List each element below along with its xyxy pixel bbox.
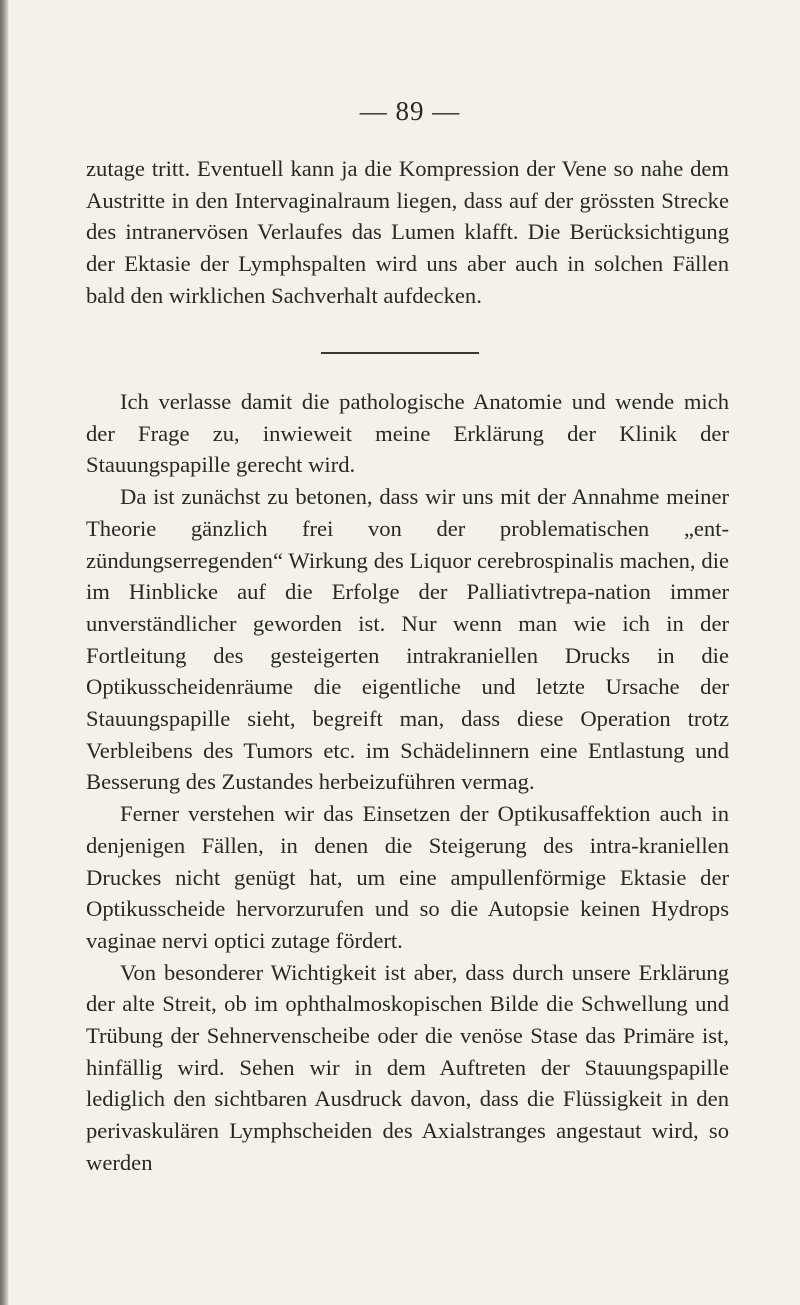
paragraph-continuation: zutage tritt. Eventuell kann ja die Kompression der Vene so nahe dem Austritte in den Intervaginalraum liegen, dass auf der grössten Strecke des intranervösen Verlaufes das Lumen klafft. Die Berücksichtigung der Ektasie der Lymphspalten wird uns aber auch in solchen Fällen bald den wirklichen Sachverhalt aufdecken. <box>86 156 729 308</box>
text-block-top <box>86 153 729 312</box>
text-block-main <box>86 386 729 1179</box>
paragraph-2: Da ist zunächst zu betonen, dass wir uns mit der Annahme meiner Theorie gänzlich frei von der problematischen „ent-zündungserregenden“ Wirkung des Liquor cerebrospinalis machen, die im Hinblicke auf die Erfolge der Palliativtrepa-nation immer unverständlicher geworden ist. Nur wenn man wie ich in der Fortleitung des gesteigerten intrakraniellen Drucks in die Optikusscheidenräume die eigentliche und letzte Ursache der Stauungspapille sieht, begreift man, dass diese Operation trotz Verbleibens des Tumors etc. im Schädelinnern eine Entlastung und Besserung des Zustandes herbeizuführen vermag. <box>86 484 729 795</box>
book-binding-edge <box>0 0 9 1305</box>
paragraph-4: Von besonderer Wichtigkeit ist aber, dass durch unsere Erklärung der alte Streit, ob im ophthalmoskopischen Bilde die Schwellung und Trübung der Sehnervenscheibe oder die venöse Stase das Primäre ist, hinfällig wird. Sehen wir in dem Auftreten der Stauungspapille lediglich den sichtbaren Ausdruck davon, dass die Flüssigkeit in den perivaskulären Lymphscheiden des Axialstranges angestaut wird, so werden <box>86 959 729 1175</box>
paragraph-3: Ferner verstehen wir das Einsetzen der Optikusaffektion auch in denjenigen Fällen, in denen die Steigerung des intra-kraniellen Druckes nicht genügt hat, um eine ampullenförmige Ektasie der Optikusscheide hervorzurufen und so die Autopsie keinen Hydrops vaginae nervi optici zutage fördert. <box>86 801 729 953</box>
paragraph-1: Ich verlasse damit die pathologische Anatomie und wende mich der Frage zu, inwieweit meine Erklärung der Klinik der Stauungspapille gerecht wird. <box>86 389 729 478</box>
page-number: — 89 — <box>359 96 461 126</box>
section-separator-rule <box>321 352 479 354</box>
